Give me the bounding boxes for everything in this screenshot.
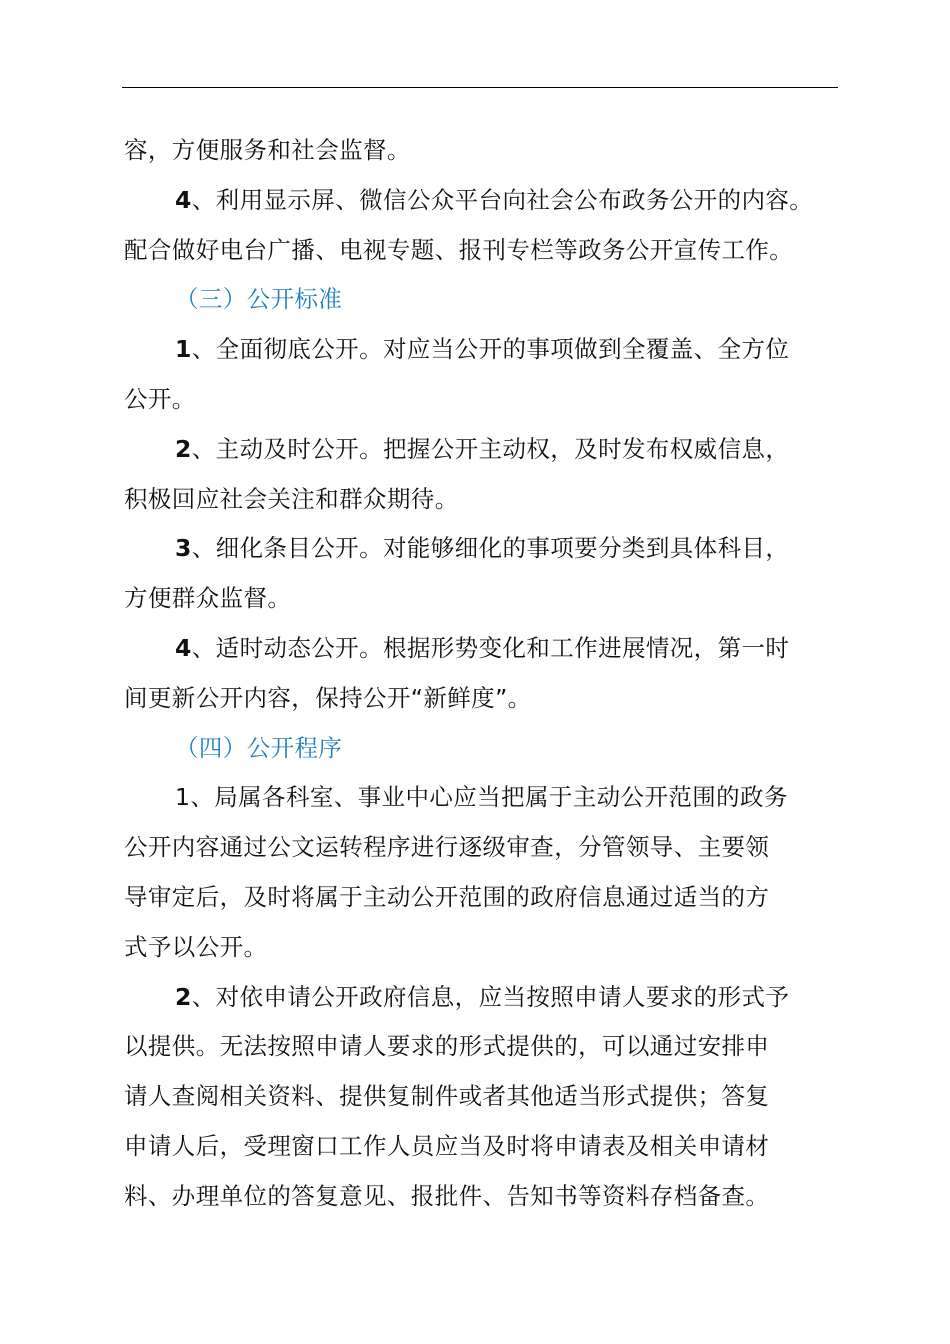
paragraph-line [124, 973, 840, 1023]
paragraph-line [124, 823, 840, 873]
paragraph-line [124, 1122, 840, 1172]
paragraph-line [124, 375, 840, 425]
item-number: 1 [175, 335, 192, 364]
paragraph-line [124, 1072, 840, 1122]
paragraph-line [124, 923, 840, 973]
line-text: 、利用显示屏、微信公众平台向社会公布政务公开的内容。 [191, 185, 814, 214]
line-text: 公开。 [124, 384, 196, 413]
line-text: 、全面彻底公开。对应当公开的事项做到全覆盖、全方位 [191, 335, 790, 364]
paragraph-line [124, 624, 840, 674]
item-number: 2 [175, 982, 192, 1011]
line-text: 、细化条目公开。对能够细化的事项要分类到具体科目， [191, 534, 790, 563]
header-rule [122, 87, 838, 88]
paragraph-line [124, 425, 840, 475]
line-text: 、适时动态公开。根据形势变化和工作进展情况，第一时 [191, 633, 790, 662]
line-text: 间更新公开内容，保持公开“新鲜度”。 [124, 683, 532, 712]
item-number: 4 [175, 633, 192, 662]
paragraph-line [124, 325, 840, 375]
line-text: 、对依申请公开政府信息，应当按照申请人要求的形式予 [191, 982, 790, 1011]
line-text: 、主动及时公开。把握公开主动权，及时发布权威信息， [191, 434, 790, 463]
paragraph-line [124, 773, 840, 823]
heading-text: （三）公开标准 [175, 285, 343, 314]
line-text: 式予以公开。 [124, 932, 268, 961]
paragraph-line [124, 674, 840, 724]
section-heading-procedure [124, 724, 840, 774]
paragraph-line [124, 226, 840, 276]
line-text: 申请人后，受理窗口工作人员应当及时将申请表及相关申请材 [124, 1131, 770, 1160]
paragraph-line [124, 126, 840, 176]
document-body [124, 126, 840, 1222]
item-number: 2 [175, 434, 192, 463]
line-text: 导审定后，及时将属于主动公开范围的政府信息通过适当的方 [124, 882, 770, 911]
heading-text: （四）公开程序 [175, 733, 343, 762]
item-number: 3 [175, 534, 192, 563]
section-heading-standards [124, 275, 840, 325]
paragraph-line [124, 873, 840, 923]
line-text: 积极回应社会关注和群众期待。 [124, 484, 459, 513]
item-number: 4 [175, 185, 192, 214]
line-text: 请人查阅相关资料、提供复制件或者其他适当形式提供；答复 [124, 1082, 770, 1111]
line-text: 1、局属各科室、事业中心应当把属于主动公开范围的政务 [175, 783, 788, 812]
line-text: 容，方便服务和社会监督。 [124, 136, 411, 164]
line-text: 方便群众监督。 [124, 584, 292, 613]
paragraph-line [124, 1172, 840, 1222]
paragraph-line [124, 524, 840, 574]
line-text: 公开内容通过公文运转程序进行逐级审查，分管领导、主要领 [124, 833, 770, 862]
line-text: 以提供。无法按照申请人要求的形式提供的，可以通过安排申 [124, 1032, 770, 1061]
paragraph-line [124, 475, 840, 525]
line-text: 料、办理单位的答复意见、报批件、告知书等资料存档备查。 [124, 1181, 770, 1210]
paragraph-line [124, 1022, 840, 1072]
paragraph-line [124, 176, 840, 226]
paragraph-line [124, 574, 840, 624]
line-text: 配合做好电台广播、电视专题、报刊专栏等政务公开宣传工作。 [124, 235, 794, 264]
